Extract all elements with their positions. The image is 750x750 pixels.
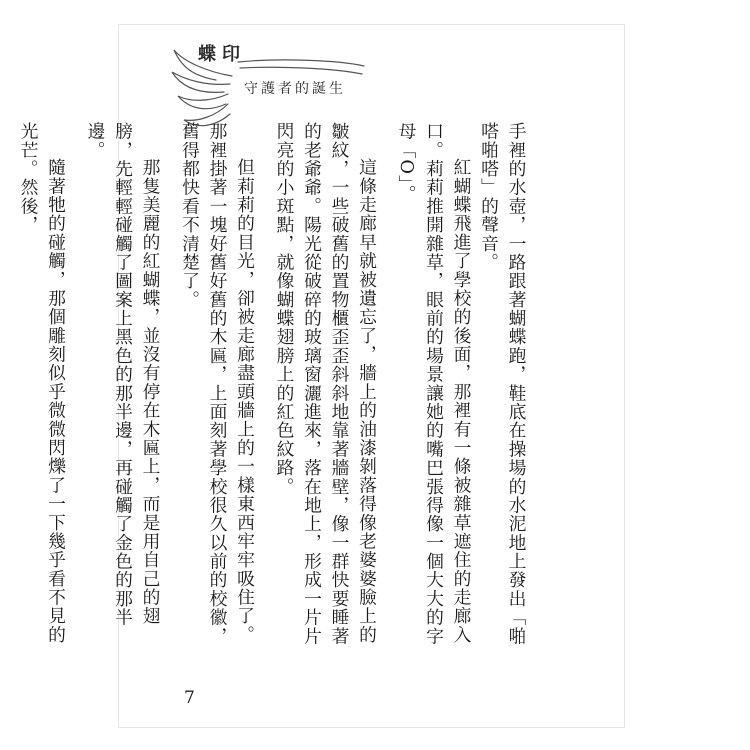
logo-title: 蝶印 — [198, 44, 246, 65]
paragraph: 手裡的水壺，一路跟著蝴蝶跑，鞋底在操場的水泥地上發出「啪嗒啪嗒」的聲音。 — [478, 122, 527, 646]
body-text — [18, 122, 530, 660]
paragraph: 隨著牠的碰觸，那個雕刻似乎微微閃爍了一下幾乎看不見的光芒。然後， — [18, 122, 67, 644]
paragraph: 那隻美麗的紅蝴蝶，並沒有停在木匾上，而是用自己的翅膀，先輕輕碰觸了圖案上黑色的那半邊，再碰觸了金色的那半邊。 — [85, 122, 161, 627]
logo-subtitle: 守護者的誕生 — [244, 81, 346, 97]
paragraph: 這條走廊早就被遺忘了，牆上的油漆剝落得像老婆婆臉上的皺紋，一些破舊的置物櫃歪歪斜斜地靠著牆壁，像一群快要睡著的老爺爺。陽光從破碎的玻璃窗灑進來，落在地上，形成一片片閃亮的小斑點，就像蝴蝶翅膀上的紅色紋路。 — [274, 122, 378, 646]
page-number: 7 — [184, 688, 195, 708]
paragraph: 但莉莉的目光，卻被走廊盡頭牆上的一樣東西牢牢吸住了。那裡掛著一塊好舊好舊的木匾，上面刻著學校很久以前的校徽，舊得都快看不清楚了。 — [179, 122, 256, 646]
paragraph: 紅蝴蝶飛進了學校的後面，那裡有一條被雜草遮住的走廊入口。莉莉推開雜草，眼前的場景讓她的嘴巴張得像一個大大的字母「O」。 — [396, 122, 472, 646]
